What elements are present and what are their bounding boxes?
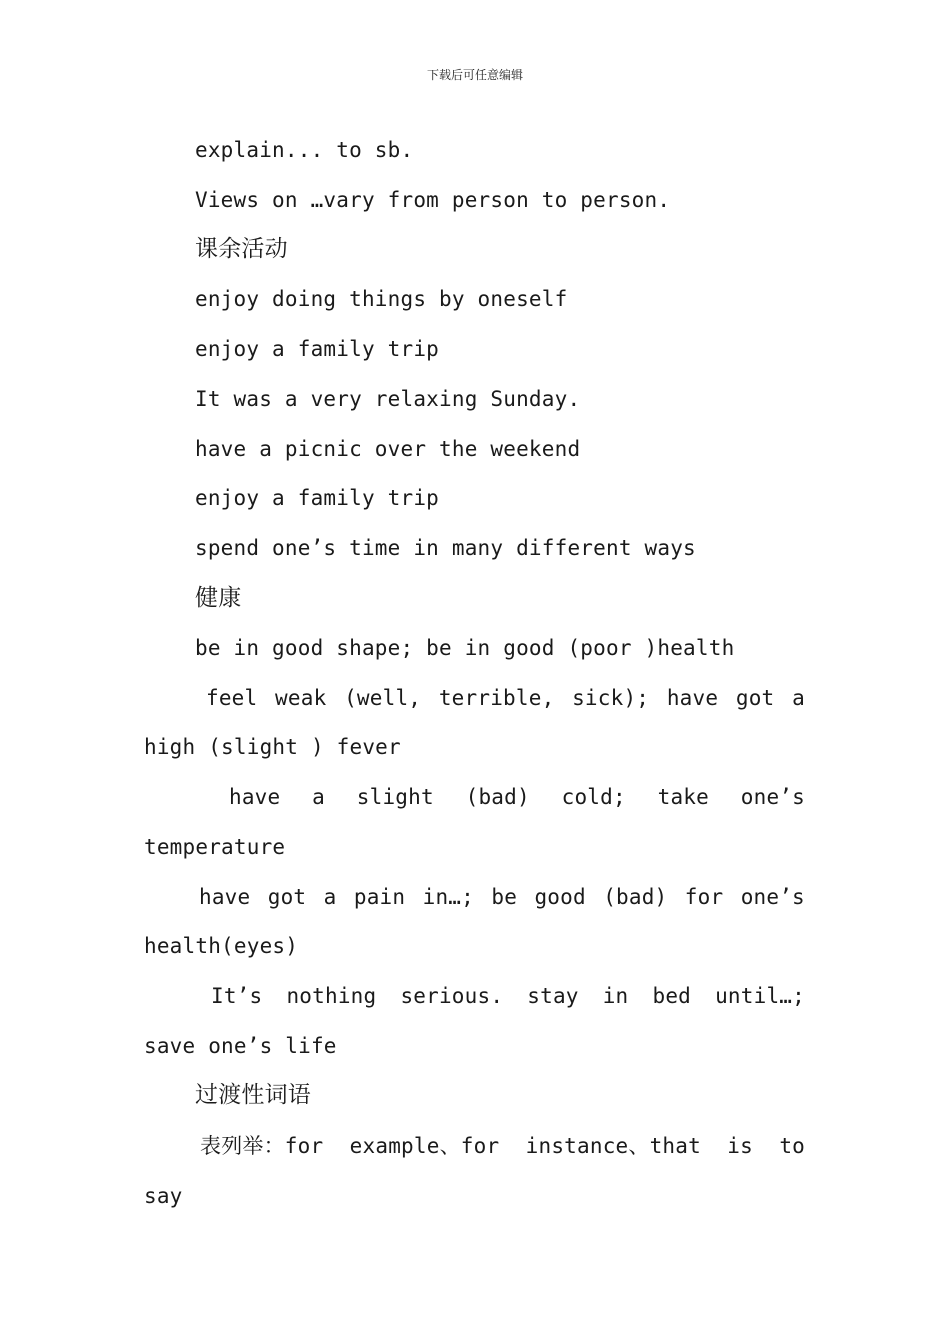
word: serious.	[400, 984, 504, 1008]
word: bed	[652, 984, 692, 1008]
text-line: be in good shape; be in good (poor )health	[195, 636, 735, 660]
word: got	[735, 686, 775, 710]
text-line: health(eyes)	[144, 934, 299, 958]
text-line: enjoy doing things by oneself	[195, 287, 568, 311]
word: (bad)	[465, 785, 530, 809]
word: in	[602, 984, 629, 1008]
word: got	[267, 885, 307, 909]
section-heading: 课余活动	[195, 236, 288, 262]
word: It’s	[211, 984, 263, 1008]
text-line: save one’s life	[144, 1034, 337, 1058]
text-line: high (slight ) fever	[144, 735, 401, 759]
word: feel	[206, 686, 258, 710]
word: slight	[356, 785, 434, 809]
text-line	[229, 782, 805, 812]
word: be	[491, 885, 518, 909]
word: in…;	[422, 885, 474, 909]
word: pain	[353, 885, 406, 909]
section-heading: 过渡性词语	[195, 1082, 311, 1108]
word: for	[684, 885, 724, 909]
word: is	[727, 1134, 753, 1158]
text-line	[199, 882, 805, 912]
word: (well,	[344, 686, 422, 710]
text-line: enjoy a family trip	[195, 337, 440, 361]
text-line: explain... to sb.	[195, 138, 414, 162]
word: terrible,	[438, 686, 555, 710]
word: weak	[275, 686, 327, 710]
word: example、for	[349, 1134, 500, 1158]
word: take	[657, 785, 709, 809]
text-line: say	[144, 1184, 183, 1208]
word: a	[312, 785, 325, 809]
text-line	[206, 683, 805, 713]
section-heading: 健康	[195, 585, 242, 611]
word: instance、that	[525, 1134, 701, 1158]
text-line: have a picnic over the weekend	[195, 437, 581, 461]
text-line: It was a very relaxing Sunday.	[195, 387, 581, 411]
word: sick);	[572, 686, 650, 710]
page-header: 下载后可任意编辑	[426, 68, 523, 82]
text-line	[200, 1131, 805, 1161]
text-line: spend one’s time in many different ways	[195, 536, 696, 560]
word: have	[666, 686, 719, 710]
word: to	[779, 1134, 805, 1158]
word: until…;	[715, 984, 805, 1008]
word: have	[199, 885, 251, 909]
word: cold;	[561, 785, 626, 809]
text-line: temperature	[144, 835, 286, 859]
word: nothing	[286, 984, 377, 1008]
word: a	[323, 885, 337, 909]
text-line: enjoy a family trip	[195, 486, 440, 510]
word: one’s	[740, 785, 805, 809]
word: one’s	[740, 885, 805, 909]
text-line	[211, 981, 805, 1011]
word: good	[534, 885, 586, 909]
word: 表列举：for	[200, 1134, 324, 1158]
word: (bad)	[603, 885, 668, 909]
text-line: Views on …vary from person to person.	[195, 188, 671, 212]
word: a	[792, 686, 805, 710]
word: stay	[527, 984, 579, 1008]
word: have	[229, 785, 281, 809]
